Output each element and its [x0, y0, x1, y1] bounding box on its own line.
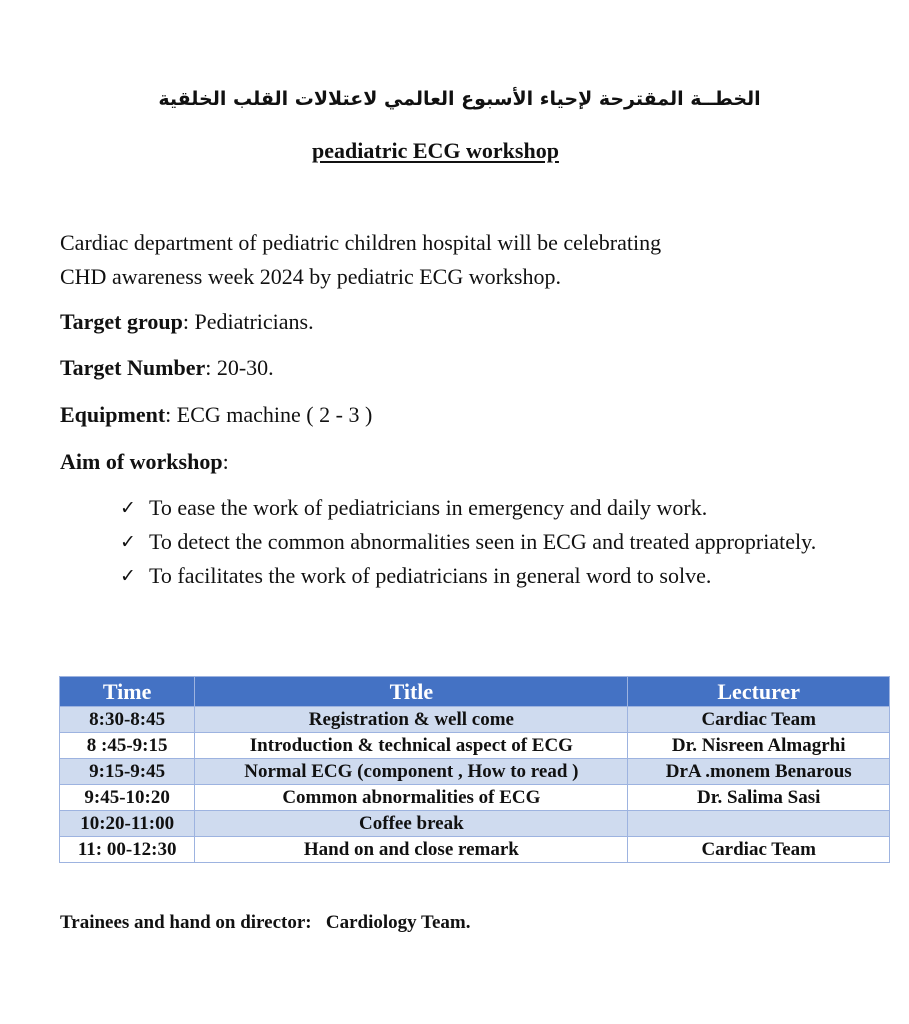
lecturer-cell: [628, 811, 890, 837]
aim-text: To ease the work of pediatricians in emergency and daily work.: [149, 495, 708, 520]
target-group-value: : Pediatricians.: [182, 309, 314, 334]
title-cell: Registration & well come: [195, 707, 628, 733]
checkmark-icon: ✓: [120, 531, 136, 553]
lecturer-cell: Dr. Salima Sasi: [628, 785, 890, 811]
header-time: Time: [60, 677, 195, 707]
lecturer-cell: DrA .monem Benarous: [628, 759, 890, 785]
target-group-line: [60, 307, 314, 337]
table-row: [60, 837, 890, 863]
aim-text: To facilitates the work of pediatricians in general word to solve.: [149, 563, 712, 588]
aims-list: [120, 491, 820, 593]
title-cell: Common abnormalities of ECG: [195, 785, 628, 811]
target-number-label: Target Number: [60, 355, 206, 380]
equipment-value: : ECG machine ( 2 - 3 ): [165, 402, 373, 427]
table-row: [60, 759, 890, 785]
title-cell: Hand on and close remark: [195, 837, 628, 863]
lecturer-cell: Cardiac Team: [628, 707, 890, 733]
title-cell: Introduction & technical aspect of ECG: [195, 733, 628, 759]
aim-colon: :: [222, 449, 229, 474]
equipment-label: Equipment: [60, 402, 166, 427]
target-number-line: [60, 353, 274, 383]
table-row: [60, 785, 890, 811]
equipment-line: [60, 400, 372, 430]
target-number-value: : 20-30.: [205, 355, 274, 380]
time-cell: 8 :45-9:15: [60, 733, 195, 759]
header-lecturer: Lecturer: [628, 677, 890, 707]
aim-item: [120, 491, 820, 525]
target-group-label: Target group: [60, 309, 183, 334]
lecturer-cell: Cardiac Team: [628, 837, 890, 863]
time-cell: 10:20-11:00: [60, 811, 195, 837]
checkmark-icon: ✓: [120, 565, 136, 587]
footer-note: Trainees and hand on director: Cardiology Team.: [60, 912, 471, 933]
arabic-title: الخطــة المقترحة لإحياء الأسبوع العالمي لاعتلالات القلب الخلقية: [158, 88, 761, 110]
lecturer-cell: Dr. Nisreen Almagrhi: [628, 733, 890, 759]
checkmark-icon: ✓: [120, 497, 136, 519]
time-cell: 11: 00-12:30: [60, 837, 195, 863]
aim-item: [120, 525, 820, 559]
aim-line: [60, 447, 229, 477]
title-cell: Coffee break: [195, 811, 628, 837]
schedule-table: [59, 676, 890, 863]
header-title: Title: [195, 677, 628, 707]
aim-text: To detect the common abnormalities seen in ECG and treated appropriately.: [149, 529, 817, 554]
time-cell: 8:30-8:45: [60, 707, 195, 733]
time-cell: 9:15-9:45: [60, 759, 195, 785]
table-header-row: [60, 677, 890, 707]
intro-line-1: Cardiac department of pediatric children hospital will be celebrating: [60, 230, 662, 255]
aim-label: Aim of workshop: [60, 449, 223, 474]
title-cell: Normal ECG (component , How to read ): [195, 759, 628, 785]
intro-paragraph: [60, 226, 820, 294]
intro-line-2: CHD awareness week 2024 by pediatric ECG workshop.: [60, 264, 561, 289]
aim-item: [120, 559, 820, 593]
document-title: peadiatric ECG workshop: [312, 138, 559, 163]
table-row: [60, 733, 890, 759]
time-cell: 9:45-10:20: [60, 785, 195, 811]
table-row: [60, 707, 890, 733]
table-row: [60, 811, 890, 837]
